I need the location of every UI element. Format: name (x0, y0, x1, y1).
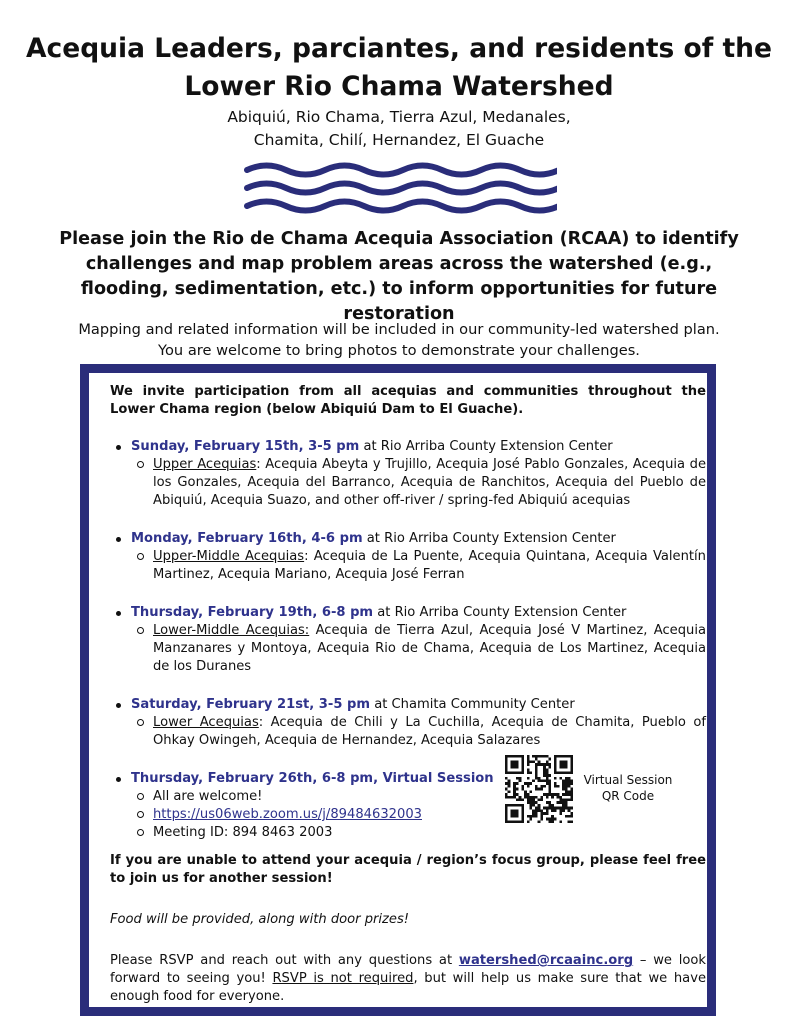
headline: Please join the Rio de Chama Acequia Association (RCAA) to identify challenges and map problem areas across the watershed (e.g., flooding, sedimentation, etc.) to inform opportunities for future restoration (59, 229, 739, 324)
acequia-list: : Acequia de La Puente, Acequia Quintana, Acequia Valentín Martinez, Acequia Mariano, Acequia José Ferran (153, 549, 706, 582)
rsvp-text-3: , but will help us make sure that we have enough food for everyone. (110, 971, 706, 1004)
group-name: Upper Acequias (153, 457, 257, 472)
session-location: at Chamita Community Center (370, 697, 575, 712)
group-name: Lower-Middle Acequias: (153, 623, 310, 638)
email-link[interactable]: watershed@rcaainc.org (458, 953, 634, 968)
rsvp-not-required: RSVP is not required (272, 971, 414, 986)
invite-text: We invite participation from all acequias and communities throughout the Lower Chama region (below Abiquiú Dam to El Guache). (110, 384, 706, 417)
qr-label-line-2: QR Code (601, 789, 655, 803)
acequia-group (131, 548, 706, 584)
qr-code[interactable] (505, 755, 573, 823)
wave-line-2 (247, 184, 557, 193)
page-title (0, 30, 798, 106)
qr-label-line-1: Virtual Session (583, 773, 673, 787)
mapping-note: Mapping and related information will be included in our community-led watershed plan. You are welcome to bring photos to demonstrate your challenges. (78, 321, 720, 359)
water-waves-icon (243, 160, 557, 216)
acequia-group (131, 714, 706, 750)
session-location: at Rio Arriba County Extension Center (362, 531, 616, 546)
session-time: Sunday, February 15th, 3-5 pm (131, 439, 360, 454)
session-time: Thursday, February 26th, 6-8 pm, Virtual Session (131, 771, 494, 786)
group-name: Lower Acequias (153, 715, 259, 730)
acequia-group (131, 456, 706, 510)
acequia-list: Acequia de Tierra Azul, Acequia José V Martinez, Acequia Manzanares y Montoya, Acequia Rio de Chama, Acequia de Los Martinez, Acequia de los Duranes (153, 623, 706, 674)
session-details (131, 456, 706, 510)
acequia-group (131, 622, 706, 676)
title-line-1: Acequia Leaders, parciantes, and residents of the (26, 33, 772, 64)
rsvp-text-2: – we look forward to seeing you! (110, 953, 706, 986)
meeting-id: Meeting ID: 894 8463 2003 (131, 824, 706, 842)
group-name: Upper-Middle Acequias (153, 549, 305, 564)
session-details (131, 714, 706, 750)
rsvp-text-1: Please RSVP and reach out with any questions at (110, 953, 459, 968)
qr-label (580, 772, 676, 804)
session-details (131, 622, 706, 676)
wave-line-3 (247, 202, 557, 211)
acequia-list: : Acequia de Chili y La Cuchilla, Acequia de Chamita, Pueblo of Ohkay Owingeh, Acequia de Hernandez, Acequia Salazares (153, 715, 706, 748)
title-line-2: Lower Rio Chama Watershed (184, 71, 614, 102)
zoom-link-item (131, 806, 706, 824)
zoom-link[interactable]: https://us06web.zoom.us/j/89484632003 (153, 807, 422, 822)
towns-line-2: Chamita, Chilí, Hernandez, El Guache (253, 131, 545, 149)
rsvp-note (110, 952, 706, 1006)
session-item (110, 696, 706, 750)
session-item (110, 604, 706, 676)
session-details (131, 548, 706, 584)
session-item (110, 530, 706, 584)
session-location: at Rio Arriba County Extension Center (373, 605, 627, 620)
food-note: Food will be provided, along with door prizes! (110, 912, 410, 927)
alternate-session-note: If you are unable to attend your acequia / region’s focus group, please feel free to join us for another session! (110, 853, 706, 886)
session-time: Thursday, February 19th, 6-8 pm (131, 605, 374, 620)
session-time: Monday, February 16th, 4-6 pm (131, 531, 363, 546)
wave-line-1 (247, 166, 557, 175)
session-item (110, 438, 706, 510)
session-time: Saturday, February 21st, 3-5 pm (131, 697, 371, 712)
welcome-note: All are welcome! (131, 788, 706, 806)
acequia-list: : Acequia Abeyta y Trujillo, Acequia José Pablo Gonzales, Acequia de los Gonzales, Acequia del Barranco, Acequia de Ranchitos, Acequia del Pueblo de Abiquiú, Acequia Suazo, and other off-river / spring-fed Abiquiú acequias (153, 457, 706, 508)
session-location: at Rio Arriba County Extension Center (359, 439, 613, 454)
towns-line-1: Abiquiú, Rio Chama, Tierra Azul, Medanales, (227, 108, 571, 126)
towns-list (0, 106, 798, 152)
